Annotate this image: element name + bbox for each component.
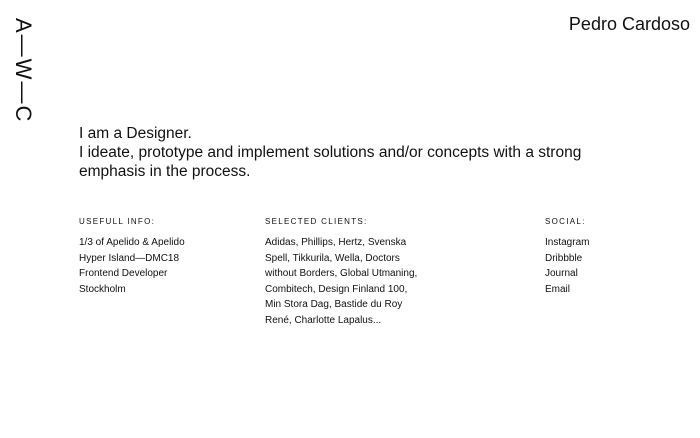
intro <box>79 124 639 181</box>
social-link-email[interactable]: Email <box>545 283 571 295</box>
selected-clients-line: Combitech, Design Finland 100, <box>265 283 408 295</box>
logo[interactable] <box>0 8 40 138</box>
logo-text: A—W—C <box>11 18 36 124</box>
selected-clients-column <box>265 217 455 329</box>
usefull-info-item: Stockholm <box>79 283 126 295</box>
social-link-instagram[interactable]: Instagram <box>545 237 590 248</box>
selected-clients-line: Min Stora Dag, Bastide du Roy <box>265 299 403 311</box>
social-column <box>545 217 665 297</box>
usefull-info-item: Hyper Island—DMC18 <box>79 252 180 264</box>
social-heading: SOCIAL: <box>545 217 586 226</box>
social-list <box>545 235 665 297</box>
usefull-info-list <box>79 235 249 297</box>
selected-clients-list <box>265 235 455 329</box>
selected-clients-line: René, Charlotte Lapalus... <box>265 314 382 326</box>
selected-clients-line: Spell, Tikkurila, Wella, Doctors <box>265 252 400 264</box>
usefull-info-column <box>79 217 249 297</box>
selected-clients-line: without Borders, Global Utmaning, <box>265 268 418 280</box>
site-title[interactable]: Pedro Cardoso <box>568 14 690 34</box>
usefull-info-item: Frontend Developer <box>79 268 168 280</box>
intro-description-line-1: I ideate, prototype and implement solutions and/or concepts with a strong <box>79 144 582 161</box>
intro-headline: I am a Designer. <box>79 125 192 142</box>
selected-clients-line: Adidas, Phillips, Hertz, Svenska <box>265 237 407 248</box>
social-link-dribbble[interactable]: Dribbble <box>545 252 583 264</box>
usefull-info-item: 1/3 of Apelido & Apelido <box>79 237 185 248</box>
social-link-journal[interactable]: Journal <box>545 268 578 280</box>
intro-description-line-2: emphasis in the process. <box>79 163 251 180</box>
usefull-info-heading: USEFULL INFO: <box>79 217 156 226</box>
selected-clients-heading: SELECTED CLIENTS: <box>265 217 368 226</box>
